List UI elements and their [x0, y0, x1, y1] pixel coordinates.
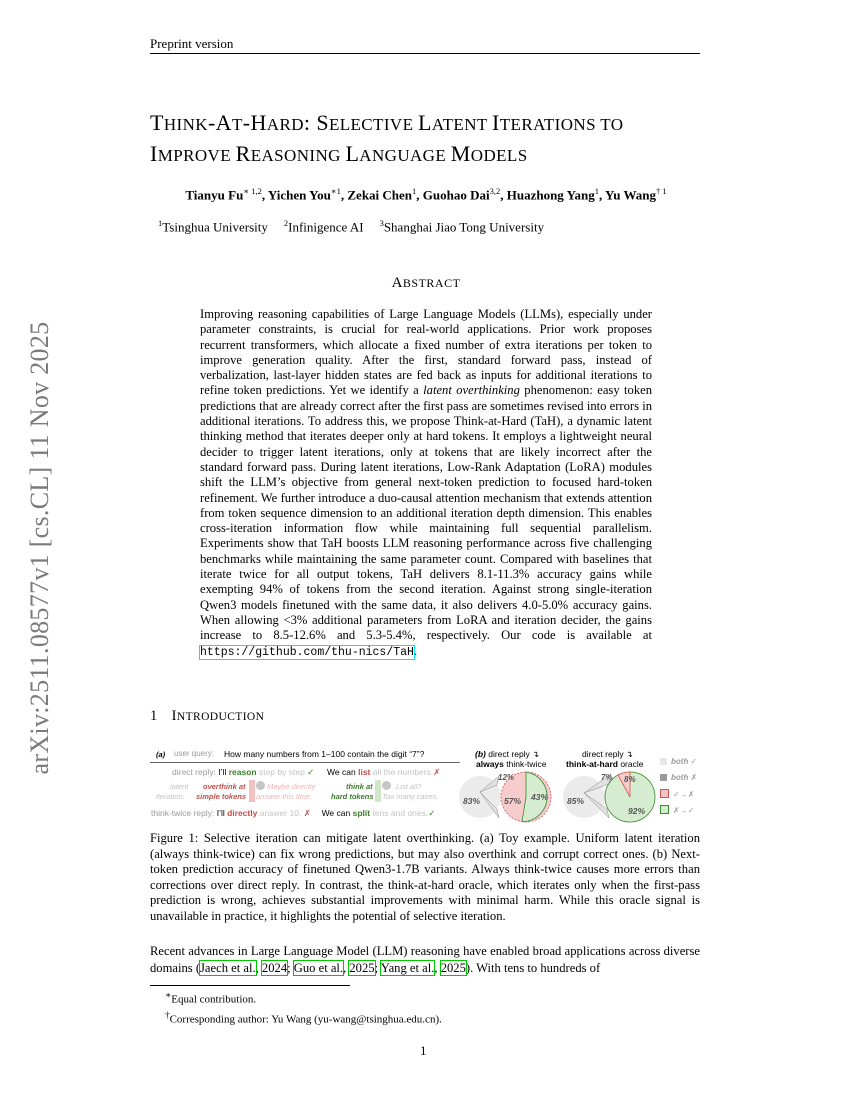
author-name: Huazhong Yang: [506, 187, 595, 203]
pie-legend: [660, 757, 704, 821]
title-capital: S: [316, 110, 329, 135]
author-name: Yichen You: [267, 187, 331, 203]
check-icon: ✓: [428, 808, 436, 818]
title-small-caps: TERATIONS TO: [499, 115, 624, 134]
title-small-caps: ATENT: [431, 115, 493, 134]
title-punctuation: -: [207, 110, 216, 135]
citation-link[interactable]: Jaech et al.: [200, 961, 256, 975]
title-capital: L: [345, 141, 360, 166]
title-capital: I: [492, 110, 500, 135]
author-name: Guohao Dai: [422, 187, 490, 203]
direct-reply-token-easy: reason: [228, 767, 257, 777]
section-heading-introduction: [150, 708, 264, 725]
abstract-heading: [150, 275, 702, 292]
pie-left-excerpt-label: 12%: [498, 773, 515, 782]
title-capital: T: [150, 110, 164, 135]
pie-left-bad-label: 57%: [504, 796, 522, 806]
title-line-2: [150, 139, 710, 170]
pie-left-title-text: direct reply ↴: [488, 749, 540, 759]
direct-reply-token-hard: list: [358, 767, 371, 777]
hard-label-1: think at: [346, 782, 373, 791]
footnote-mark: ∗: [165, 990, 172, 1000]
legend-label: both ✗: [671, 773, 698, 782]
title-line-1: [150, 108, 710, 139]
think-hard-arrow: [375, 780, 381, 802]
abstract-text-2: phenomenon: easy token predictions that are already correct after the first pass are sometimes revised into errors in additional iterations. To address this, we propose Think-at-Hard (TaH), a dynamic latent thinking method that iterates deeper only at hard tokens. It employs a lightweight neural decider to trigger latent iterations, only at tokens that are likely incorrect after the standard forward pass. During latent iterations, Low-Rank Adaptation (LoRA) modules shift the LLM’s objective from general next-token prediction to focused hard-token refinement. We further introduce a duo-causal attention mechanism that extends attention from token sequence dimension to an additional iteration depth dimension. This enables cross-iteration information flow while maintaining full sequential parallelism. Experiments show that TaH boosts LLM reasoning performance across five challenging benchmarks while maintaining the same parameter count. Compared with baselines that iterate twice for all output tokens, TaH delivers 8.1-11.3% accuracy gains while exempting 94% of tokens from the second iteration. Against strong single-iteration Qwen3 models finetuned with the same data, it also delivers 4.0-5.0% accuracy gains. When allowing <3% additional parameters from LoRA and iteration decider, the gains increase to 8.5-12.6% and 5.3-5.4%, respectively. Our code is available at: [200, 383, 652, 643]
hard-label-2: hard tokens: [331, 792, 374, 801]
legend-swatch: [660, 789, 669, 798]
footnote-1: [165, 988, 442, 1008]
citation-separator: ;: [287, 961, 294, 975]
direct-reply-rest: step by step.: [258, 767, 308, 777]
pie-right-excerpt-label: 7%: [601, 773, 613, 782]
legend-swatch: [660, 774, 667, 781]
direct-reply-word: I’ll: [218, 767, 227, 777]
title-small-caps: EASONING: [250, 146, 346, 165]
author-affiliation-mark: 1: [594, 186, 600, 196]
paper-title: [150, 108, 710, 170]
intro-text-1: Recent advances in Large Language Model (LLM) reasoning have enabled broad applications across diverse domains (: [150, 944, 700, 975]
title-capital: M: [450, 141, 471, 166]
affiliation-name: Infinigence AI: [288, 219, 364, 235]
footnote-text: Corresponding author: Yu Wang (yu-wang@tsinghua.edu.cn).: [169, 1013, 442, 1026]
figure-caption: Figure 1: Selective iteration can mitigate latent overthinking. (a) Toy example. Uniform latent iteration (always think-twice) can fix wrong predictions, but may also overthink and corrupt correct ones. (b) Next-token prediction accuracy of finetuned Qwen3-1.7B variants. Always think-twice causes more errors than corrections over direct reply. In contrast, the think-at-hard oracle, which iterates only when the first-pass prediction is wrong, achieves substantial improvements with minimal harm. While this oracle signal is unavailable in practice, it highlights the potential of selective iteration.: [150, 831, 700, 923]
direct-reply-row: [172, 767, 440, 778]
affiliation-list: [158, 218, 544, 235]
intro-paragraph: Recent advances in Large Language Model (LLM) reasoning have enabled broad applications across diverse domains (Jaech et al., 2024; Guo et al., 2025; Yang et al., 2025). With tens to hundreds of: [150, 944, 700, 975]
author-name: Yu Wang: [605, 187, 656, 203]
direct-reply-rest: all the numbers.: [372, 767, 434, 777]
legend-swatch: [660, 758, 667, 765]
legend-item: [660, 757, 704, 773]
author-name: Tianyu Fu: [185, 187, 244, 203]
footnote-2: [165, 1008, 442, 1028]
cross-icon: ✗: [303, 808, 311, 818]
citation-link[interactable]: 2025: [440, 961, 466, 975]
author-affiliation-mark: † 1: [656, 186, 667, 196]
author-affiliation-mark: 3,2: [489, 186, 501, 196]
abstract-heading-cap: A: [391, 275, 403, 291]
affiliation-mark: 1: [158, 218, 163, 228]
section-number: 1: [150, 708, 158, 724]
intro-text-2: ). With tens to hundreds of: [465, 961, 601, 975]
author-name: Zekai Chen: [347, 187, 413, 203]
affiliation-name: Shanghai Jiao Tong University: [383, 219, 545, 235]
citation-link[interactable]: 2024: [261, 961, 288, 975]
think-twice-token-corrupted: directly: [227, 808, 258, 818]
query-divider: [150, 762, 460, 763]
title-capital: L: [418, 110, 432, 135]
pie-right-title-bold: think-at-hard: [566, 759, 618, 769]
arxiv-stamp: arXiv:2511.08577v1 [cs.CL] 11 Nov 2025: [25, 321, 54, 775]
panel-b-label: (b): [475, 749, 486, 759]
header-rule: [150, 53, 700, 54]
pie-right-bad-label: 8%: [624, 775, 636, 784]
title-small-caps: T: [231, 115, 243, 134]
legend-item: [660, 773, 704, 789]
latent-label-1: latent: [170, 782, 189, 791]
direct-reply-word: We can: [327, 767, 356, 777]
overthink-label-1: overthink at: [203, 782, 246, 791]
abstract-emphasis: latent overthinking: [423, 383, 520, 398]
think-twice-row: [151, 808, 435, 819]
title-small-caps: ODELS: [470, 146, 528, 165]
abstract-text-1: Improving reasoning capabilities of Large Language Models (LLMs), especially under parameter constraints, is crucial for real-world applications. Prior work proposes recurrent transformers, which allocate a fixed number of extra iterations per token to improve generation quality. After the first, standard forward pass, instead of verbalization, last-layer hidden states are fed back as inputs for additional iterations to refine token predictions. Yet we identify a: [200, 307, 652, 398]
page-number: 1: [420, 1043, 427, 1058]
bubble-text-2a: List all?: [396, 782, 422, 791]
pie-right-good-label: 92%: [628, 806, 646, 816]
title-small-caps: ARD: [266, 115, 304, 134]
title-punctuation: :: [303, 110, 317, 135]
pie-left-small-label: 83%: [463, 796, 481, 806]
latent-label-2: iteration:: [156, 792, 185, 801]
title-small-caps: HINK: [163, 115, 208, 134]
pie-left-title-bold: always: [476, 759, 504, 769]
abstract-body: [200, 307, 652, 660]
title-small-caps: ANGUAGE: [359, 146, 451, 165]
legend-label: ✓→✗: [673, 790, 695, 799]
author-list: Tianyu $Fu^{∗ 1,2}$, Yichen You$^{∗1}$, Zekai Chen$^1$, Guohao Dai$^{3,2}$, Huazhong Yang$^1$, Yu Wang$^{\dagger 1}$: [185, 186, 667, 203]
author-affiliation-mark: ∗ 1,2: [243, 186, 262, 196]
legend-label: ✗→✓: [673, 806, 695, 815]
code-link[interactable]: https://github.com/thu-nics/TaH: [200, 645, 414, 659]
think-twice-token-fixed: split: [352, 808, 371, 818]
pie-right-title-2: [566, 759, 643, 769]
author-affiliation-mark: ∗1: [330, 186, 341, 196]
pie-right-title-1: direct reply ↴: [582, 749, 634, 759]
affiliation-mark: 3: [379, 218, 384, 228]
pie-right-small-label: 85%: [567, 796, 585, 806]
check-icon: ✓: [307, 767, 315, 777]
think-twice-rest: answer 10.: [259, 808, 302, 818]
pie-left-good-label: 43%: [531, 792, 549, 802]
footnote-text: Equal contribution.: [171, 993, 257, 1006]
legend-item: [660, 805, 704, 821]
cross-icon: ✗: [433, 767, 441, 777]
citation-link[interactable]: Yang et al.: [380, 961, 435, 975]
citation-link[interactable]: Guo et al.: [293, 961, 344, 975]
overthink-label-2: simple tokens: [196, 792, 247, 801]
citation-link[interactable]: 2025: [349, 961, 375, 975]
footnote-rule: [150, 985, 350, 986]
title-small-caps: MPROVE: [157, 146, 236, 165]
affiliation-mark: 2: [283, 218, 289, 228]
overthink-arrow: [249, 780, 255, 802]
panel-a-label: (a): [156, 750, 166, 759]
footnote-mark: †: [165, 1009, 170, 1020]
think-twice-label: think-twice reply:: [151, 808, 215, 818]
pie-left-title-rest: think-twice: [506, 759, 547, 769]
affiliation-name: Tsinghua University: [162, 219, 268, 235]
direct-reply-label: direct reply:: [172, 767, 216, 777]
citation-separator: ;: [374, 961, 381, 975]
think-twice-word: We can: [321, 808, 351, 818]
legend-swatch: [660, 805, 669, 814]
bubble-text-1a: Maybe directly: [267, 782, 316, 791]
title-capital: R: [235, 141, 251, 166]
title-small-caps: ELECTIVE: [328, 115, 419, 134]
footnotes: [165, 988, 442, 1027]
think-twice-rest: tens and ones.: [372, 808, 429, 818]
abstract-heading-rest: BSTRACT: [402, 276, 461, 290]
running-header: Preprint version: [150, 36, 234, 51]
figure-1: [150, 744, 702, 822]
section-heading-cap: I: [171, 708, 177, 724]
brain-icon: [256, 781, 265, 790]
legend-label: both ✓: [671, 757, 698, 766]
query-text: How many numbers from 1–100 contain the digit “7”?: [224, 749, 425, 759]
title-capital: I: [150, 141, 158, 166]
pie-left-title-2: [476, 759, 546, 769]
title-punctuation: -: [242, 110, 251, 135]
title-capital: A: [215, 110, 232, 135]
think-twice-word: I’ll: [216, 808, 225, 818]
abstract-text-3: .: [413, 643, 418, 658]
query-label: user query:: [174, 749, 215, 758]
author-affiliation-mark: 1: [412, 186, 417, 196]
legend-item: [660, 789, 704, 805]
bubble-text-1b: answer this time.: [256, 792, 313, 801]
section-heading-rest: NTRODUCTION: [176, 711, 265, 723]
brain-icon: [382, 781, 391, 790]
title-capital: H: [250, 110, 267, 135]
bubble-text-2b: Too many cases.: [382, 792, 439, 801]
pie-right-title-rest: oracle: [620, 759, 644, 769]
